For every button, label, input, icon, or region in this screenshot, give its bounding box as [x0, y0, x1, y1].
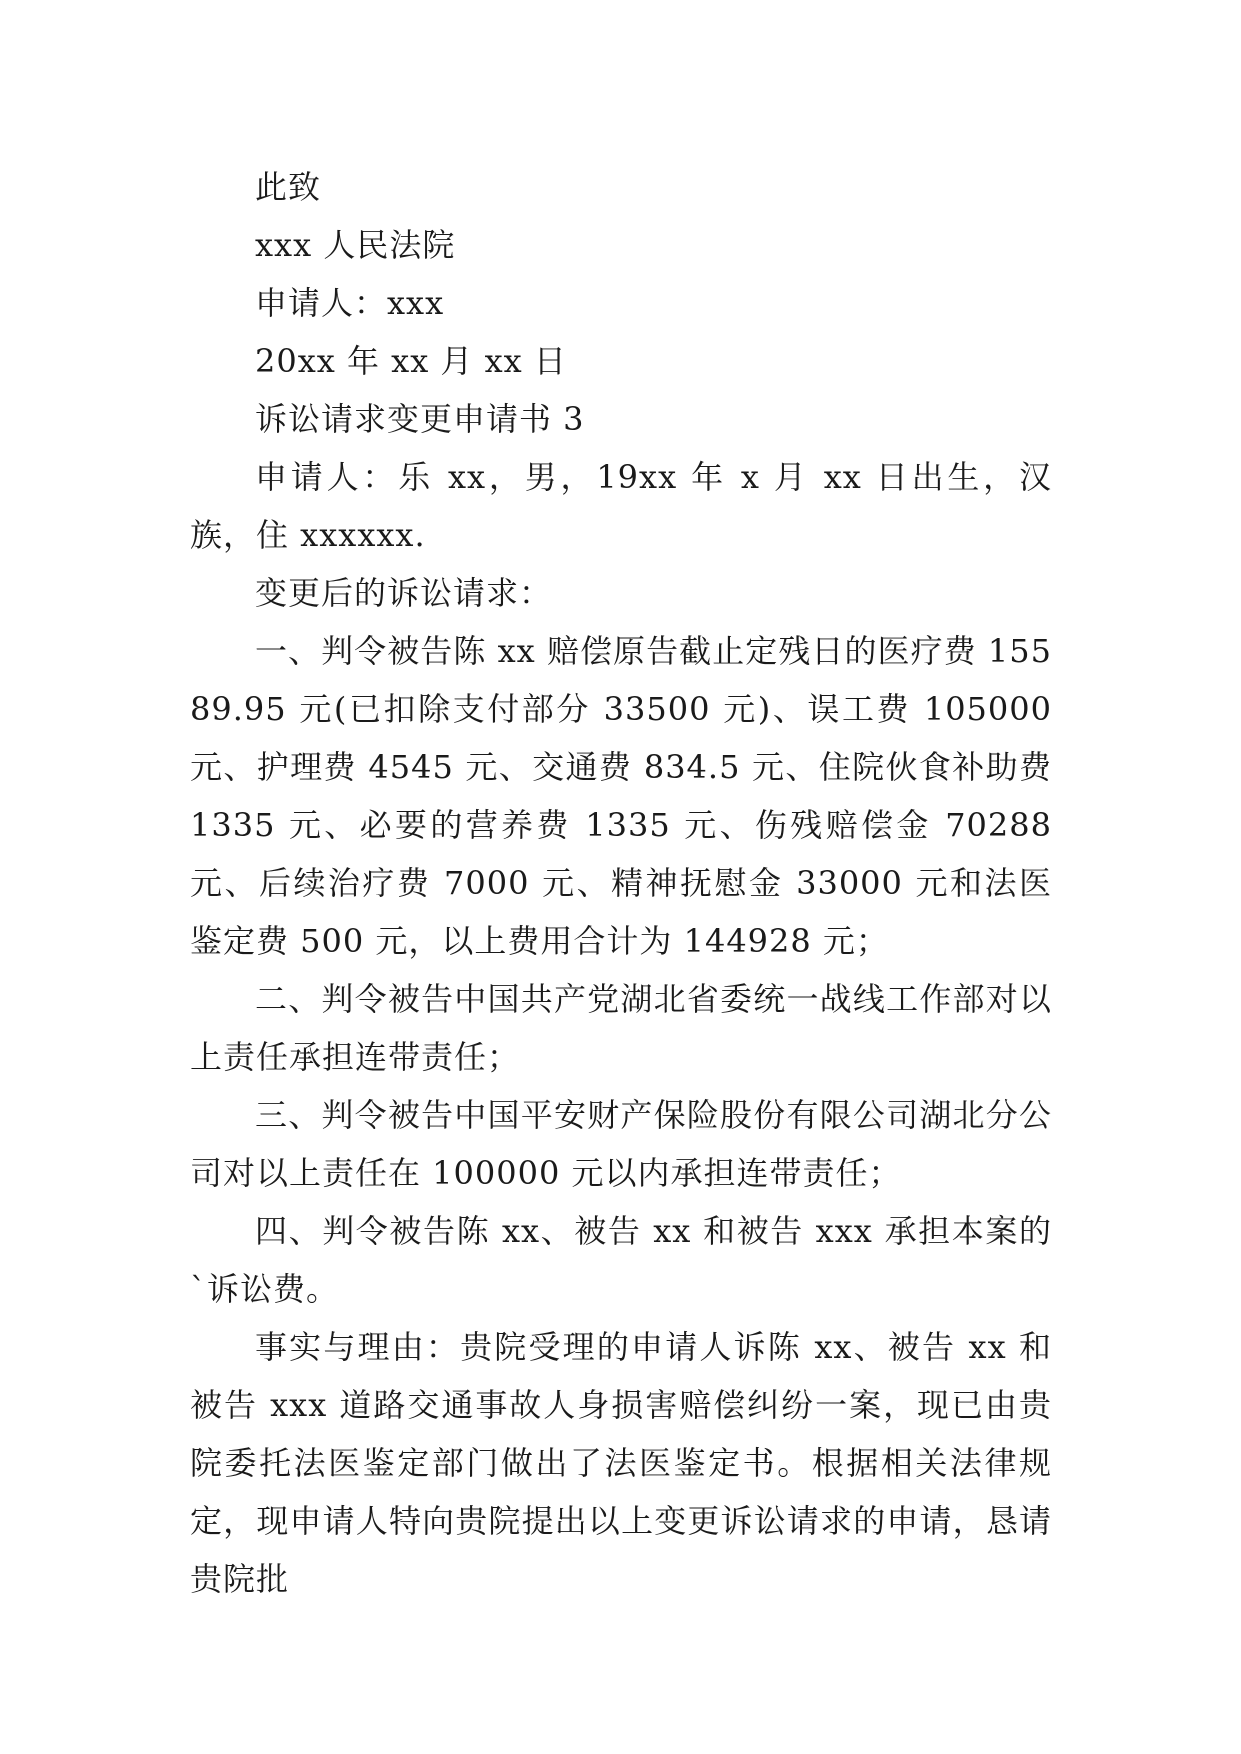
- facts-and-reasons: 事实与理由：贵院受理的申请人诉陈 xx、被告 xx 和被告 xxx 道路交通事故人身损害赔偿纠纷一案，现已由贵院委托法医鉴定部门做出了法医鉴定书。根据相关法律规定，现申请人特向贵院提出以上变更诉讼请求的申请，恳请贵院批: [190, 1328, 1052, 1598]
- claim-item-2: 二、判令被告中国共产党湖北省委统一战线工作部对以上责任承担连带责任；: [190, 980, 1052, 1076]
- claims-heading: 变更后的诉讼请求：: [255, 574, 553, 612]
- closing-salutation: 此致: [255, 168, 322, 206]
- claim-item-3: 三、判令被告中国平安财产保险股份有限公司湖北分公司对以上责任在 100000 元以内承担连带责任；: [190, 1096, 1052, 1192]
- document-body: [190, 158, 1052, 1608]
- claim-item-4: 四、判令被告陈 xx、被告 xx 和被告 xxx 承担本案的`诉讼费。: [190, 1212, 1052, 1308]
- document-title: 诉讼请求变更申请书 3: [255, 400, 585, 438]
- applicant-signature: 申请人：xxx: [255, 284, 445, 322]
- signature-date: 20xx 年 xx 月 xx 日: [255, 342, 567, 380]
- applicant-info: 申请人：乐 xx，男，19xx 年 x 月 xx 日出生，汉族，住 xxxxxx.: [190, 458, 1052, 554]
- court-name: xxx 人民法院: [255, 226, 456, 264]
- claim-item-1: 一、判令被告陈 xx 赔偿原告截止定残日的医疗费 15589.95 元(已扣除支付部分 33500 元)、误工费 105000 元、护理费 4545 元、交通费 834.5 元、住院伙食补助费 1335 元、必要的营养费 1335 元、伤残赔偿金 70288 元、后续治疗费 7000 元、精神抚慰金 33000 元和法医鉴定费 500 元，以上费用合计为 144928 元；: [190, 632, 1052, 960]
